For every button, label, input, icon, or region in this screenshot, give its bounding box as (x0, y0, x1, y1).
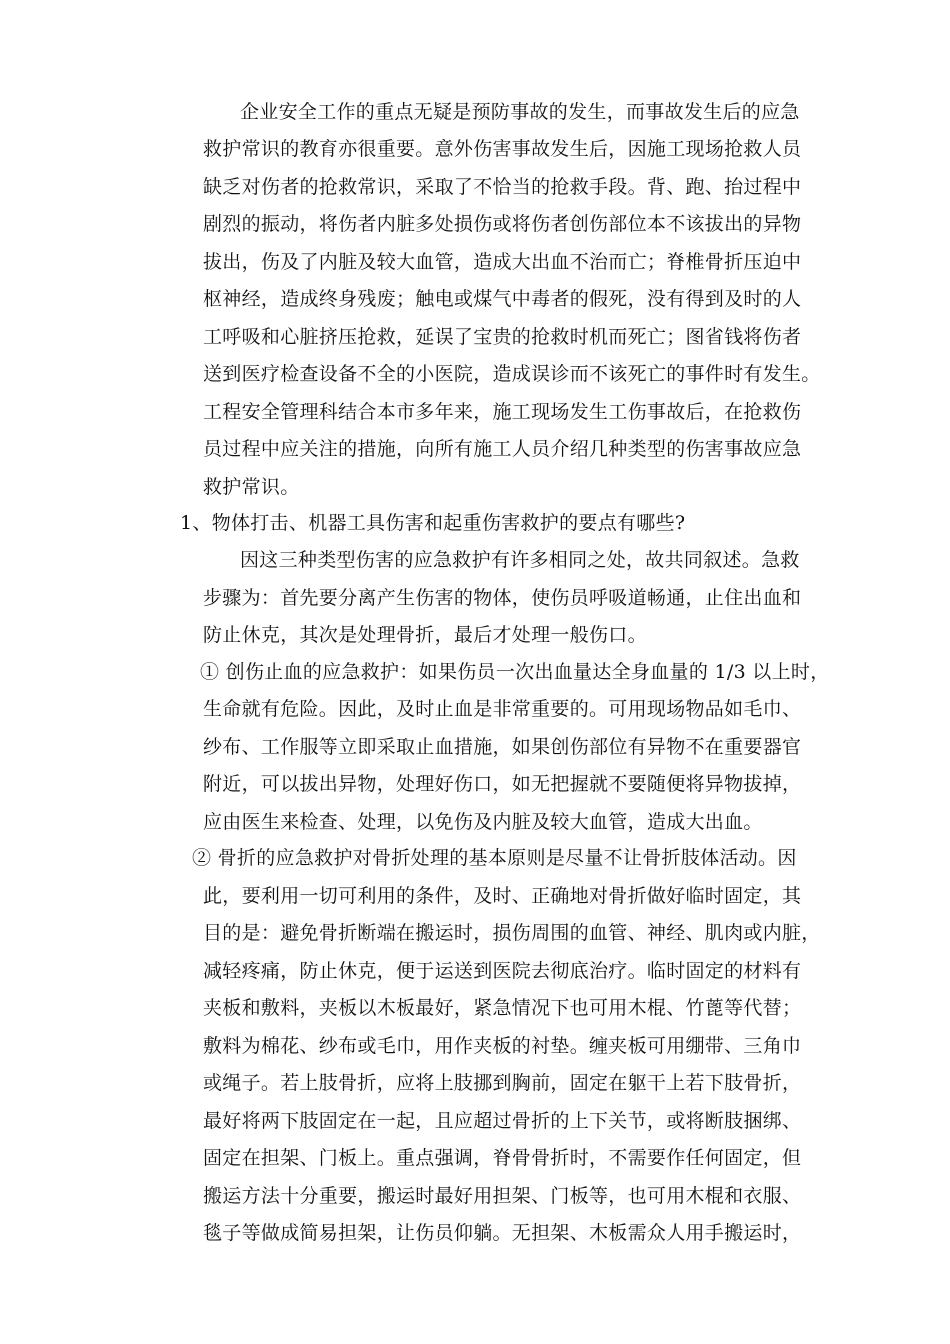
text-line: ② 骨折的应急救护对骨折处理的基本原则是尽量不让骨折肢体活动。因 (192, 847, 797, 869)
text-line: 敷料为棉花、纱布或毛巾，用作夹板的衬垫。缠夹板可用绷带、三角巾 (203, 1035, 802, 1057)
text-line: 夹板和敷料，夹板以木板最好，紧急情况下也可用木棍、竹蓖等代替； (203, 997, 802, 1019)
text-line: 拔出，伤及了内脏及较大血管，造成大出血不治而亡；脊椎骨折压迫中 (203, 251, 802, 273)
text-line: 固定在担架、门板上。重点强调，脊骨骨折时，不需要作任何固定，但 (203, 1147, 802, 1169)
text-line: 防止休克，其次是处理骨折，最后才处理一般伤口。 (203, 624, 647, 646)
text-line: ① 创伤止血的应急救护：如果伤员一次出血量达全身血量的 1/3 以上时， (200, 661, 830, 683)
text-line: 枢神经，造成终身残废；触电或煤气中毒者的假死，没有得到及时的人 (203, 288, 802, 310)
text-line: 工程安全管理科结合本市多年来，施工现场发生工伤事故后，在抢救伤 (203, 401, 802, 423)
text-line: 救护常识。 (203, 476, 300, 498)
text-line: 纱布、工作服等立即采取止血措施，如果创伤部位有异物不在重要器官 (203, 736, 802, 758)
text-line: 企业安全工作的重点无疑是预防事故的发生，而事故发生后的应急 (240, 101, 800, 123)
text-line: 步骤为：首先要分离产生伤害的物体，使伤员呼吸道畅通，止住出血和 (203, 587, 802, 609)
text-line: 剧烈的振动，将伤者内脏多处损伤或将伤者创伤部位本不该拔出的异物 (203, 213, 802, 235)
text-line: 最好将两下肢固定在一起，且应超过骨折的上下关节，或将断肢捆绑、 (203, 1110, 802, 1132)
text-line: 毯子等做成简易担架，让伤员仰躺。无担架、木板需众人用手搬运时， (203, 1222, 802, 1244)
text-line: 应由医生来检查、处理，以免伤及内脏及较大血管，造成大出血。 (203, 811, 763, 833)
text-line: 工呼吸和心脏挤压抢救，延误了宝贵的抢救时机而死亡；图省钱将伤者 (203, 326, 802, 348)
section-heading: 1、物体打击、机器工具伤害和起重伤害救护的要点有哪些? (180, 512, 686, 534)
text-line: 或绳子。若上肢骨折，应将上肢挪到胸前，固定在躯干上若下肢骨折， (203, 1072, 802, 1094)
text-line: 送到医疗检查设备不全的小医院，造成误诊而不该死亡的事件时有发生。 (203, 363, 821, 385)
text-line: 缺乏对伤者的抢救常识，采取了不恰当的抢救手段。背、跑、抬过程中 (203, 176, 802, 198)
text-line: 救护常识的教育亦很重要。意外伤害事故发生后，因施工现场抢救人员 (203, 138, 802, 160)
text-line: 因这三种类型伤害的应急救护有许多相同之处，故共同叙述。急救 (240, 549, 800, 571)
text-line: 员过程中应关注的措施，向所有施工人员介绍几种类型的伤害事故应急 (203, 438, 802, 460)
text-line: 目的是：避免骨折断端在搬运时，损伤周围的血管、神经、肌肉或内脏， (203, 922, 821, 944)
text-line: 搬运方法十分重要，搬运时最好用担架、门板等，也可用木棍和衣服、 (203, 1185, 802, 1207)
text-line: 生命就有危险。因此，及时止血是非常重要的。可用现场物品如毛巾、 (203, 698, 802, 720)
text-line: 减轻疼痛，防止休克，便于运送到医院去彻底治疗。临时固定的材料有 (203, 960, 802, 982)
text-line: 此，要利用一切可利用的条件，及时、正确地对骨折做好临时固定，其 (203, 885, 802, 907)
text-line: 附近，可以拔出异物，处理好伤口，如无把握就不要随便将异物拔掉， (203, 773, 802, 795)
